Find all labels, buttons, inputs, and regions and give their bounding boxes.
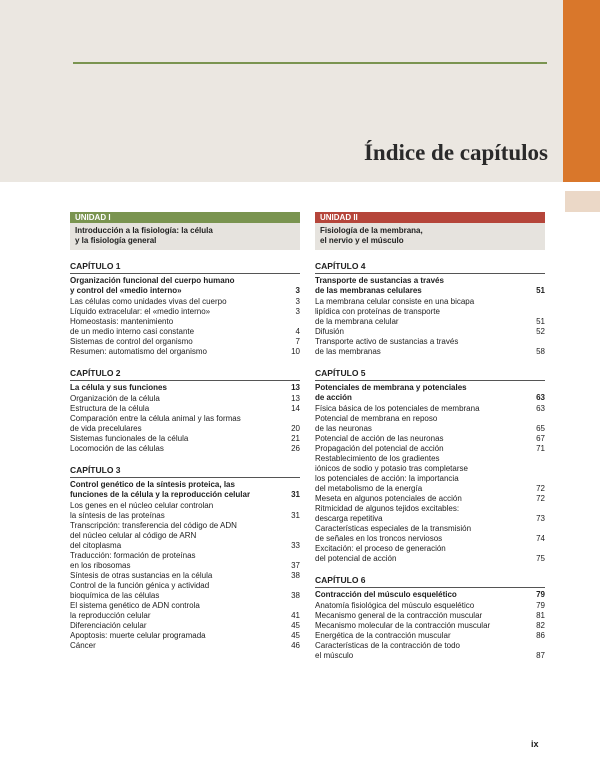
header-rule <box>73 62 547 64</box>
entry-page: 67 <box>536 434 545 443</box>
toc-entry[interactable] <box>315 504 545 524</box>
entry-text: Energética de la contracción muscular <box>315 631 451 640</box>
entry-page: 82 <box>536 621 545 630</box>
entry-page: 3 <box>295 286 300 295</box>
entry-page: 73 <box>536 514 545 523</box>
entry-page: 71 <box>536 444 545 453</box>
toc-entry[interactable] <box>70 501 300 521</box>
entry-text: Estructura de la célula <box>70 404 150 413</box>
entry-text: Características especiales de la transmisión de señales en los troncos nerviosos <box>315 524 472 543</box>
toc-entry[interactable] <box>315 524 545 544</box>
entry-page: 51 <box>536 286 545 295</box>
entry-text: Transporte activo de sustancias a través de las membranas <box>315 337 459 356</box>
entry-page: 37 <box>291 561 300 570</box>
entry-text: Organización funcional del cuerpo humano y control del «medio interno» <box>70 276 235 295</box>
entry-text: Potencial de acción de las neuronas <box>315 434 444 443</box>
chapter-label: CAPÍTULO 1 <box>70 261 121 271</box>
chapter-title-entry[interactable] <box>70 480 300 500</box>
toc-entry[interactable] <box>70 414 300 434</box>
toc-entry[interactable] <box>70 571 300 581</box>
entry-page: 65 <box>536 424 545 433</box>
entry-page: 74 <box>536 534 545 543</box>
entry-page: 13 <box>291 383 300 392</box>
orange-tab <box>563 0 600 182</box>
entry-text: Organización de la célula <box>70 394 160 403</box>
entry-page: 52 <box>536 327 545 336</box>
chapter-rule <box>70 477 300 478</box>
entry-text: Contracción del músculo esquelético <box>315 590 457 599</box>
entry-text: Traducción: formación de proteínas en los ribosomas <box>70 551 196 570</box>
entry-text: Mecanismo molecular de la contracción muscular <box>315 621 491 630</box>
entry-text: Física básica de los potenciales de membrana <box>315 404 480 413</box>
entry-page: 3 <box>295 297 300 306</box>
entry-page: 46 <box>291 641 300 650</box>
toc-entry[interactable] <box>70 394 300 404</box>
chapters-list <box>70 261 300 651</box>
chapter-title-entry[interactable] <box>315 383 545 403</box>
chapter-rule <box>315 587 545 588</box>
entry-text: Propagación del potencial de acción <box>315 444 444 453</box>
entry-text: Comparación entre la célula animal y las formas de vida precelulares <box>70 414 241 433</box>
toc-entry[interactable] <box>315 454 545 494</box>
toc-entry[interactable] <box>315 611 545 621</box>
entry-text: Transporte de sustancias a través de las membranas celulares <box>315 276 444 295</box>
toc-entry[interactable] <box>315 327 545 337</box>
entry-page: 81 <box>536 611 545 620</box>
entry-page: 13 <box>291 394 300 403</box>
entry-text: Cáncer <box>70 641 96 650</box>
toc-entry[interactable] <box>70 631 300 641</box>
entry-text: Síntesis de otras sustancias en la célula <box>70 571 213 580</box>
entry-page: 75 <box>536 554 545 563</box>
entry-text: Control genético de la síntesis proteica, las funciones de la célula y la reproducción celular <box>70 480 251 499</box>
entry-page: 21 <box>291 434 300 443</box>
chapter-rule <box>315 273 545 274</box>
chapter-label: CAPÍTULO 3 <box>70 465 121 475</box>
chapter-label: CAPÍTULO 6 <box>315 575 366 585</box>
page-number: ix <box>531 739 539 749</box>
entry-page: 51 <box>536 317 545 326</box>
toc-entry[interactable] <box>70 297 300 307</box>
entry-page: 63 <box>536 404 545 413</box>
toc-entry[interactable] <box>315 434 545 444</box>
entry-text: Características de la contracción de todo el músculo <box>315 641 460 660</box>
entry-page: 10 <box>291 347 300 356</box>
entry-text: Control de la función génica y actividad bioquímica de las células <box>70 581 210 600</box>
entry-text: Potenciales de membrana y potenciales de acción <box>315 383 467 402</box>
entry-text: Diferenciación celular <box>70 621 147 630</box>
entry-page: 31 <box>291 511 300 520</box>
entry-text: Ritmicidad de algunos tejidos excitables: descarga repetitiva <box>315 504 460 523</box>
entry-text: Excitación: el proceso de generación del potencial de acción <box>315 544 446 563</box>
entry-page: 31 <box>291 490 300 499</box>
entry-page: 72 <box>536 484 545 493</box>
right-column <box>315 212 545 661</box>
toc-entry[interactable] <box>70 551 300 571</box>
entry-page: 45 <box>291 631 300 640</box>
entry-text: La célula y sus funciones <box>70 383 167 392</box>
toc-entry[interactable] <box>315 601 545 611</box>
entry-page: 63 <box>536 393 545 402</box>
unit-title: Introducción a la fisiología: la célula y la fisiología general <box>70 223 300 250</box>
entry-page: 7 <box>295 337 300 346</box>
entry-page: 45 <box>291 621 300 630</box>
entry-page: 86 <box>536 631 545 640</box>
entry-text: Los genes en el núcleo celular controlan la síntesis de las proteínas <box>70 501 214 520</box>
toc-entry[interactable] <box>70 317 300 337</box>
entry-text: Anatomía fisiológica del músculo esquelético <box>315 601 475 610</box>
entry-text: El sistema genético de ADN controla la reproducción celular <box>70 601 200 620</box>
chapter-label: CAPÍTULO 5 <box>315 368 366 378</box>
entry-text: Homeostasis: mantenimiento de un medio interno casi constante <box>70 317 195 336</box>
page-title: Índice de capítulos <box>363 140 548 165</box>
toc-entry[interactable] <box>315 414 545 434</box>
toc-entry[interactable] <box>70 444 300 454</box>
toc-entry[interactable] <box>315 631 545 641</box>
chapter-title-entry[interactable] <box>315 276 545 296</box>
entry-text: Mecanismo general de la contracción muscular <box>315 611 483 620</box>
entry-text: Difusión <box>315 327 344 336</box>
entry-text: Sistemas funcionales de la célula <box>70 434 189 443</box>
entry-page: 38 <box>291 591 300 600</box>
entry-page: 38 <box>291 571 300 580</box>
entry-page: 87 <box>536 651 545 660</box>
toc-entry[interactable] <box>315 337 545 357</box>
entry-text: Líquido extracelular: el «medio interno» <box>70 307 211 316</box>
entry-page: 33 <box>291 541 300 550</box>
toc-entry[interactable] <box>315 404 545 414</box>
chapter-label: CAPÍTULO 2 <box>70 368 121 378</box>
side-tab <box>565 191 600 212</box>
toc-entry[interactable] <box>70 347 300 357</box>
entry-text: Locomoción de las células <box>70 444 164 453</box>
entry-text: Resumen: automatismo del organismo <box>70 347 207 356</box>
chapter-label: CAPÍTULO 4 <box>315 261 366 271</box>
chapter-rule <box>70 273 300 274</box>
entry-text: Potencial de membrana en reposo de las neuronas <box>315 414 438 433</box>
entry-page: 3 <box>295 307 300 316</box>
entry-text: Meseta en algunos potenciales de acción <box>315 494 462 503</box>
entry-page: 20 <box>291 424 300 433</box>
toc-entry[interactable] <box>70 641 300 651</box>
toc-entry[interactable] <box>70 434 300 444</box>
entry-text: Apoptosis: muerte celular programada <box>70 631 206 640</box>
toc-entry[interactable] <box>70 581 300 601</box>
toc-entry[interactable] <box>315 544 545 564</box>
entry-page: 41 <box>291 611 300 620</box>
entry-page: 72 <box>536 494 545 503</box>
chapter-title-entry[interactable] <box>70 383 300 393</box>
toc-entry[interactable] <box>70 601 300 621</box>
left-column <box>70 212 300 651</box>
toc-entry[interactable] <box>70 404 300 414</box>
entry-page: 79 <box>536 601 545 610</box>
chapters-list <box>315 261 545 661</box>
entry-page: 79 <box>536 590 545 599</box>
unit-title: Fisiología de la membrana, el nervio y el músculo <box>315 223 545 250</box>
unit-label: UNIDAD I <box>70 212 300 223</box>
chapter-rule <box>70 380 300 381</box>
toc-entry[interactable] <box>315 621 545 631</box>
toc-entry[interactable] <box>315 641 545 661</box>
entry-page: 14 <box>291 404 300 413</box>
entry-text: Las células como unidades vivas del cuerpo <box>70 297 227 306</box>
toc-entry[interactable] <box>70 521 300 551</box>
toc-entry[interactable] <box>70 307 300 317</box>
toc-entry[interactable] <box>70 621 300 631</box>
entry-page: 26 <box>291 444 300 453</box>
entry-text: Transcripción: transferencia del código de ADN del núcleo celular al código de ARN del citoplasma <box>70 521 237 550</box>
entry-text: Restablecimiento de los gradientes iónicos de sodio y potasio tras completarse los potenciales de acción: la importancia del metabolismo de la energía <box>315 454 468 493</box>
chapter-rule <box>315 380 545 381</box>
toc-entry[interactable] <box>315 297 545 327</box>
chapter-title-entry[interactable] <box>315 590 545 600</box>
toc-entry[interactable] <box>315 444 545 454</box>
entry-text: La membrana celular consiste en una bicapa lipídica con proteínas de transporte de la membrana celular <box>315 297 475 326</box>
toc-entry[interactable] <box>315 494 545 504</box>
entry-page: 58 <box>536 347 545 356</box>
unit-label: UNIDAD II <box>315 212 545 223</box>
chapter-title-entry[interactable] <box>70 276 300 296</box>
entry-text: Sistemas de control del organismo <box>70 337 193 346</box>
toc-entry[interactable] <box>70 337 300 347</box>
entry-page: 4 <box>295 327 300 336</box>
